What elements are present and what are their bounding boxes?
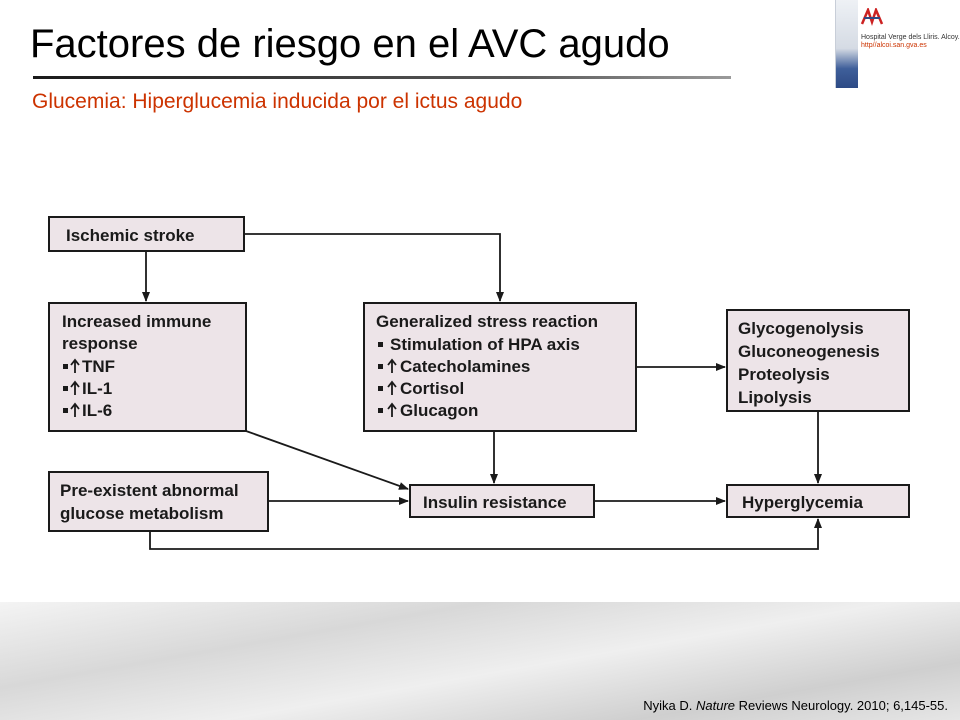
arrow-stroke-to-stress (244, 234, 500, 301)
box-insulin-resistance (410, 485, 594, 517)
citation (643, 698, 948, 713)
text-immune-item: IL-6 (82, 401, 113, 420)
citation-journal-rest: Reviews Neurology. 2010; 6,145-55. (738, 698, 948, 713)
text-stress-item: Glucagon (400, 401, 479, 420)
text-immune-title-2: response (62, 334, 138, 353)
box-metabolic-processes (727, 310, 909, 411)
box-pre-existent (49, 472, 268, 531)
text-insulin-resistance: Insulin resistance (423, 493, 567, 512)
citation-author: Nyika D. (643, 698, 693, 713)
arrow-immune-to-insulin (246, 431, 408, 489)
stress-item (378, 335, 580, 354)
text-metabolic: Gluconeogenesis (738, 342, 880, 361)
text-metabolic: Glycogenolysis (738, 319, 864, 338)
text-ischemic-stroke: Ischemic stroke (66, 226, 195, 245)
text-immune-item: IL-1 (82, 379, 113, 398)
box-hyperglycemia (727, 485, 909, 517)
text-pre-existent-2: glucose metabolism (60, 504, 224, 523)
text-stress-item: Cortisol (400, 379, 465, 398)
box-ischemic-stroke (49, 217, 244, 251)
text-immune-item: TNF (82, 357, 116, 376)
text-metabolic: Proteolysis (738, 365, 830, 384)
text-metabolic: Lipolysis (738, 388, 812, 407)
hospital-name: Hospital Verge dels Lliris. Alcoy. (861, 34, 960, 41)
box-stress-reaction (364, 303, 636, 431)
citation-journal-italic: Nature (696, 698, 736, 713)
text-stress-item: Stimulation of HPA axis (390, 335, 580, 354)
slide-subtitle: Glucemia: Hiperglucemia inducida por el ictus agudo (32, 90, 523, 113)
slide-title: Factores de riesgo en el AVC agudo (30, 22, 670, 66)
hospital-url: http//alcoi.san.gva.es (861, 42, 927, 49)
stress-item (378, 357, 530, 376)
text-pre-existent-1: Pre-existent abnormal (60, 481, 239, 500)
text-stress-title: Generalized stress reaction (376, 312, 599, 331)
text-immune-title-1: Increased immune (62, 312, 212, 331)
box-immune-response (49, 303, 246, 431)
text-hyperglycemia: Hyperglycemia (742, 493, 863, 512)
text-stress-item: Catecholamines (400, 357, 531, 376)
